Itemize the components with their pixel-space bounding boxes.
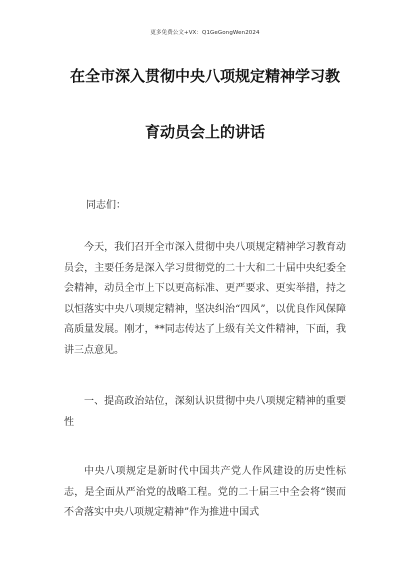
section-heading-1: 一、提高政治站位，深刻认识贯彻中央八项规定精神的重要性 xyxy=(64,396,346,428)
salutation: 同志们： xyxy=(86,200,126,211)
paragraph-body: 中央八项规定是新时代中国共产党人作风建设的历史性标志，是全面从严治党的战略工程。党的二十届三中全会将“锲而不舍落实中央八项规定精神”作为推进中国式 xyxy=(64,466,346,518)
document-title-line-1: 在全市深入贯彻中央八项规定精神学习教 xyxy=(69,67,340,85)
paragraph-intro: 今天，我们召开全市深入贯彻中央八项规定精神学习教育动员会，主要任务是深入学习贯彻党的二十大和二十届中央纪委全会精神，动员全市上下以更高标准、更严要求、更实举措，持之以恒落实中央八项规定精神，坚决纠治“四风”，以优良作风保障高质量发展。刚才，**同志传达了上级有关文件精神，下面，我讲三点意见。 xyxy=(64,242,346,356)
header-note: 更多免费公文+VX：Q1GeGongWen2024 xyxy=(150,30,260,36)
document-title-line-2: 育动员会上的讲话 xyxy=(144,123,265,141)
